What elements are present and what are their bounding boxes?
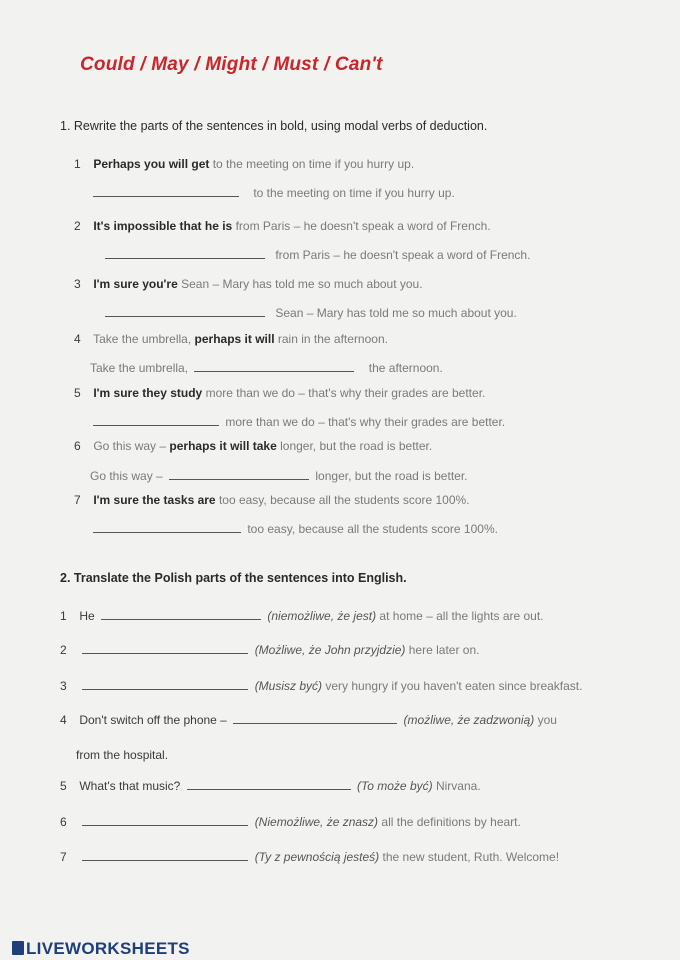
answer-blank[interactable] bbox=[93, 522, 241, 533]
s1-item-6-answer: Go this way – longer, but the road is better. bbox=[90, 469, 468, 483]
answer-blank[interactable] bbox=[105, 306, 265, 317]
s1-item-2-answer: from Paris – he doesn't speak a word of French. bbox=[102, 248, 530, 262]
footer bbox=[0, 936, 680, 960]
answer-blank[interactable] bbox=[101, 609, 261, 620]
s2-item-6: 6 (Niemożliwe, że znasz) all the definitions by heart. bbox=[60, 815, 521, 829]
s2-item-2: 2 (Możliwe, że John przyjdzie) here later on. bbox=[60, 643, 480, 657]
s2-item-4: 4 Don't switch off the phone – (możliwe, że zadzwonią) you bbox=[60, 713, 557, 727]
s1-item-1-sentence: 1 Perhaps you will get to the meeting on time if you hurry up. bbox=[74, 157, 415, 171]
s1-item-7-sentence: 7 I'm sure the tasks are too easy, because all the students score 100%. bbox=[74, 493, 470, 507]
s1-item-3-answer: Sean – Mary has told me so much about you. bbox=[102, 306, 517, 320]
page-title: Could / May / Might / Must / Can't bbox=[80, 54, 383, 75]
answer-blank[interactable] bbox=[233, 713, 397, 724]
s2-item-5: 5 What's that music? (To może być) Nirvana. bbox=[60, 779, 481, 793]
liveworksheets-logo[interactable]: LIVEWORKSHEETS bbox=[12, 939, 190, 959]
s1-item-6-sentence: 6 Go this way – perhaps it will take longer, but the road is better. bbox=[74, 439, 433, 453]
liveworksheets-icon bbox=[12, 941, 24, 955]
answer-blank[interactable] bbox=[93, 415, 219, 426]
s2-item-4-continuation: from the hospital. bbox=[76, 748, 169, 762]
answer-blank[interactable] bbox=[82, 815, 248, 826]
answer-blank[interactable] bbox=[169, 469, 309, 480]
answer-blank[interactable] bbox=[82, 679, 248, 690]
s1-item-4-sentence: 4 Take the umbrella, perhaps it will rain in the afternoon. bbox=[74, 332, 388, 346]
s2-item-1: 1 He (niemożliwe, że jest) at home – all the lights are out. bbox=[60, 609, 544, 623]
s2-item-3: 3 (Musisz być) very hungry if you haven't eaten since breakfast. bbox=[60, 679, 583, 693]
answer-blank[interactable] bbox=[93, 186, 239, 197]
answer-blank[interactable] bbox=[105, 248, 265, 259]
s1-item-1-answer: to the meeting on time if you hurry up. bbox=[90, 186, 455, 200]
answer-blank[interactable] bbox=[82, 643, 248, 654]
section-2-heading: 2. Translate the Polish parts of the sentences into English. bbox=[60, 571, 407, 585]
s1-item-7-answer: too easy, because all the students score 100%. bbox=[90, 522, 498, 536]
s1-item-3-sentence: 3 I'm sure you're Sean – Mary has told me so much about you. bbox=[74, 277, 423, 291]
s2-item-7: 7 (Ty z pewnością jesteś) the new student, Ruth. Welcome! bbox=[60, 850, 560, 864]
answer-blank[interactable] bbox=[194, 361, 354, 372]
s1-item-2-sentence: 2 It's impossible that he is from Paris – he doesn't speak a word of French. bbox=[74, 219, 491, 233]
answer-blank[interactable] bbox=[187, 779, 351, 790]
s1-item-5-answer: more than we do – that's why their grades are better. bbox=[90, 415, 505, 429]
section-1-heading: 1. Rewrite the parts of the sentences in bold, using modal verbs of deduction. bbox=[60, 119, 488, 133]
answer-blank[interactable] bbox=[82, 850, 248, 861]
s1-item-4-answer: Take the umbrella, the afternoon. bbox=[90, 361, 443, 375]
s1-item-5-sentence: 5 I'm sure they study more than we do – that's why their grades are better. bbox=[74, 386, 486, 400]
